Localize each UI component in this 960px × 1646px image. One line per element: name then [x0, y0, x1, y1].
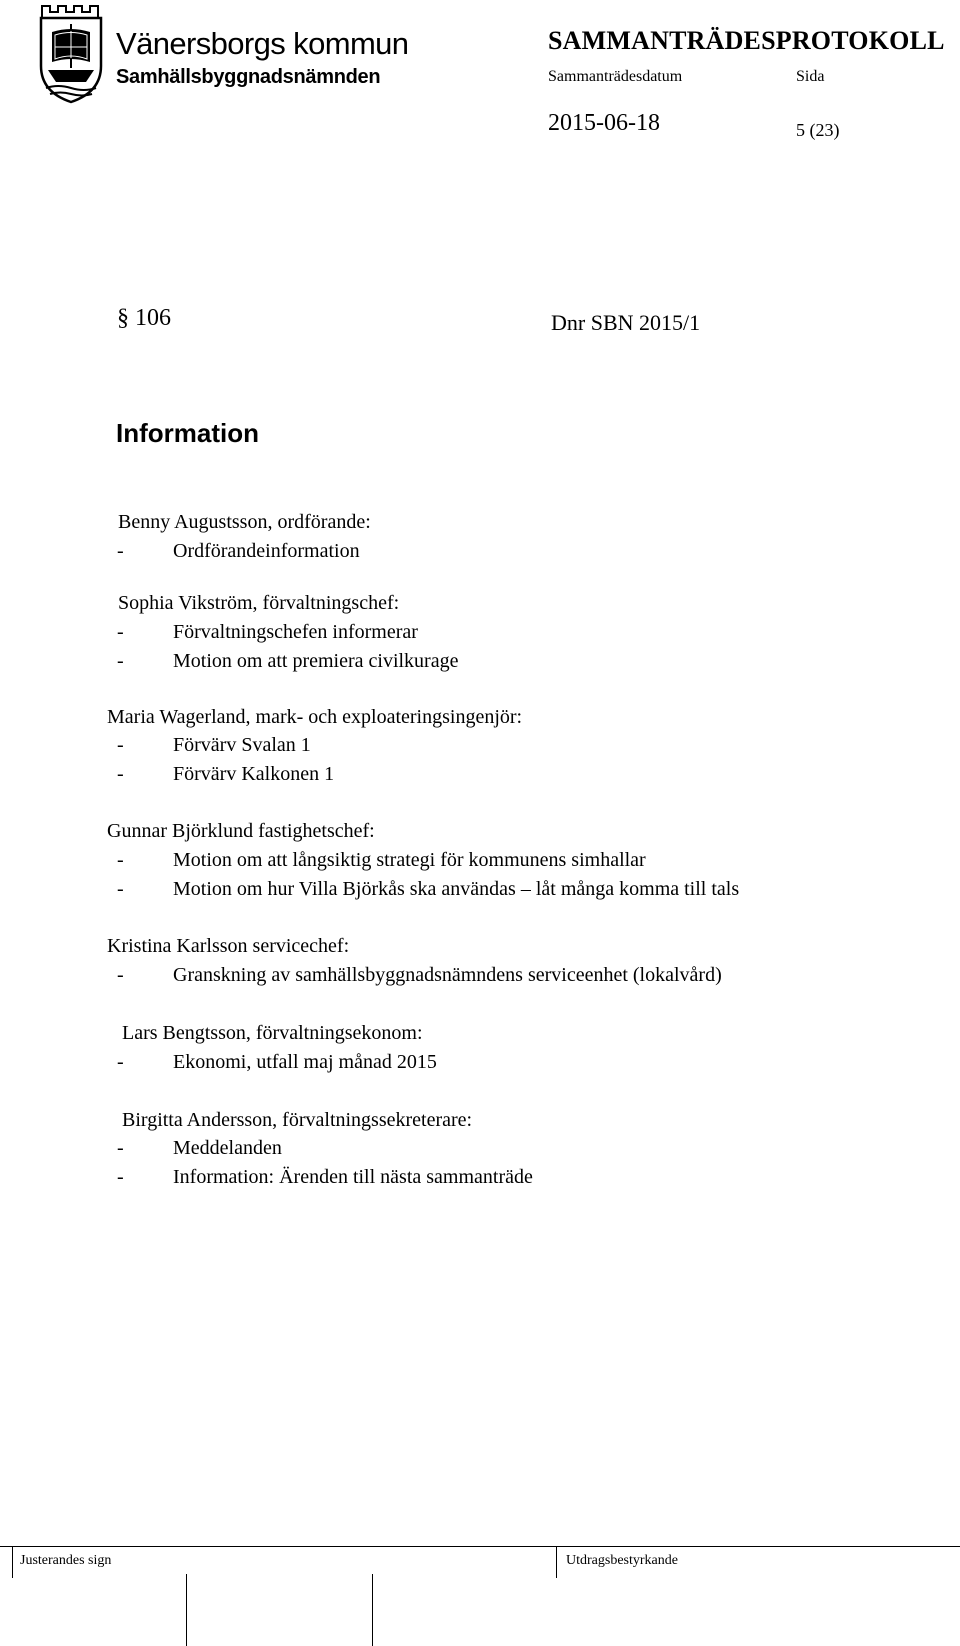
- list-item: - Ekonomi, utfall maj månad 2015: [117, 1051, 437, 1073]
- municipal-crest-icon: [38, 4, 104, 104]
- list-item: - Förvärv Svalan 1: [117, 734, 311, 756]
- footer-divider-vertical: [556, 1546, 557, 1578]
- case-number: Dnr SBN 2015/1: [551, 310, 701, 335]
- speaker: Sophia Vikström, förvaltningschef:: [118, 592, 400, 614]
- list-item: - Ordförandeinformation: [117, 540, 360, 562]
- signature-box-divider: [372, 1574, 373, 1646]
- footer-divider-vertical: [12, 1546, 13, 1578]
- speaker: Benny Augustsson, ordförande:: [118, 511, 371, 533]
- speaker: Gunnar Björklund fastighetschef:: [107, 820, 375, 842]
- meeting-date-label: Sammanträdesdatum: [548, 68, 683, 85]
- list-item: - Motion om att premiera civilkurage: [117, 650, 459, 672]
- list-item: - Förvärv Kalkonen 1: [117, 763, 335, 785]
- list-item: - Granskning av samhällsbyggnadsnämndens serviceenhet (lokalvård): [117, 964, 722, 986]
- organization-department: Samhällsbyggnadsnämnden: [116, 66, 381, 88]
- section-heading: Information: [116, 418, 259, 448]
- meeting-date: 2015-06-18: [548, 110, 660, 136]
- page-number: 5 (23): [796, 120, 840, 140]
- speaker: Kristina Karlsson servicechef:: [107, 935, 350, 957]
- list-item: - Information: Ärenden till nästa sammanträde: [117, 1166, 533, 1188]
- speaker: Maria Wagerland, mark- och exploateringsingenjör:: [107, 706, 523, 728]
- list-item: - Förvaltningschefen informerar: [117, 621, 418, 643]
- speaker: Lars Bengtsson, förvaltningsekonom:: [122, 1022, 423, 1044]
- document-title: SAMMANTRÄDESPROTOKOLL: [548, 26, 945, 55]
- page-label: Sida: [796, 68, 825, 85]
- paragraph-number: § 106: [117, 305, 171, 331]
- signature-box-divider: [186, 1574, 187, 1646]
- footer-divider: [0, 1546, 960, 1547]
- list-item: - Meddelanden: [117, 1137, 282, 1159]
- signature-label: Justerandes sign: [20, 1553, 112, 1568]
- speaker: Birgitta Andersson, förvaltningssekreterare:: [122, 1109, 473, 1131]
- organization-name: Vänersborgs kommun: [116, 26, 409, 61]
- list-item: - Motion om hur Villa Björkås ska användas – låt många komma till tals: [117, 878, 740, 900]
- extract-certification-label: Utdragsbestyrkande: [566, 1553, 678, 1568]
- list-item: - Motion om att långsiktig strategi för kommunens simhallar: [117, 849, 646, 871]
